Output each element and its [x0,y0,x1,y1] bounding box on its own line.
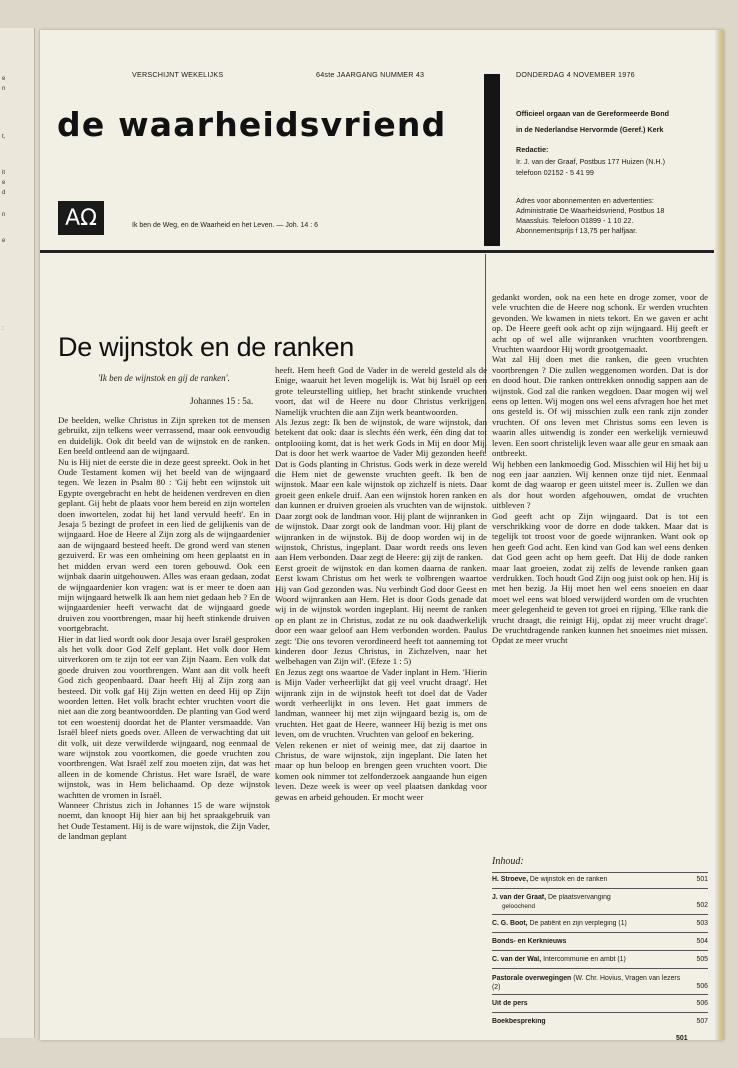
toc-entry[interactable] [492,938,708,945]
toc-page: 501 [696,876,708,883]
paragraph: Velen rekenen er niet of weinig mee, dat zij daartoe in Christus, de ware wijnstok, zijn ingeplant. Die laten het maar op hun beloop en brengen geen vruchten voort. Die komen ook nimmer tot zelfonderzoek aangaande hun eigen leven. Deze week is weer op veel plaatsen dankdag voor gewas en arbeid gehouden. Er mocht weer [275,739,487,802]
paragraph: Hier in dat lied wordt ook door Jesaja over Israël gesproken als het volk door God Zelf geplant. Het volk door Hem uitverkoren om te zijn tot eer van Zijn Naam. Een volk dat goede druiven zou voortbrengen. Want aan dit volk heeft God zich geopenbaard. Daar heeft Hij al Zijn zorg aan besteed. Dit volk gaf Hij Zijn wetten en deed Hij op Zijn woorden letten. Het volk bracht echter vruchten voort die niet aan die zorg beantwoordden. De planting van God werd tot een woestenij doordat het de Planter versmaadde. Van Israël bleef niets goeds over. Alleen de verwachting dat uit dit volk, uit deze verwilderde wijngaard, nog eenmaal de ware wijnstok zou voortkomen, die goede vruchten zou voortbrengen. Wat Israël zelf zou moeten zijn, dat was het alleen in de komende Christus. Het ware Israël, de ware wijnstok, was in Hem belichaamd. Op deze wijnstok wachtten de vromen in Israël. [58,633,270,800]
toc-author: J. van der Graaf, [492,894,547,901]
motto: Ik ben de Weg, en de Waarheid en het Leven. — Joh. 14 : 6 [132,222,319,229]
toc-title: De wijnstok en de ranken [529,876,608,883]
toc-entry[interactable] [492,1018,708,1025]
redactie-address: Ir. J. van der Graaf, Postbus 177 Huizen (N.H.) [516,157,666,166]
publisher-line: Officieel orgaan van de Gereformeerde Bond [516,109,669,118]
paragraph: En Jezus zegt ons waartoe de Vader inplant in Hem. 'Hierin is Mijn Vader verheerlijkt dat gij veel vrucht draagt'. Het wijnrank zijn in de wijnstok heeft tot doel dat de Vader wordt verheerlijkt in ons leven. Het gaat immers de landman, wanneer hij met zijn wijngaard bezig is, om de vruchten. Het gaat de Heere, wanneer Hij bezig is met ons leven, om de vruchten. Vruchten van geloof en bekering. [275,666,487,740]
fragment: e [2,180,6,186]
fragment: : [2,326,4,332]
masthead-title: de waarheidsvriend [57,105,447,144]
paragraph: Wij hebben een lankmoedig God. Misschien wil Hij het bij u nog een jaar aanzien. Wij kennen onze tijd niet. Eenmaal komt de dag waarop er geen uitstel meer is. Zullen we dan als dor hout worden afgehouwen, omdat de vruchten uitbleven ? [492,458,708,511]
redactie-label: Redactie: [516,145,549,154]
fragment: t, [2,134,6,140]
fragment: d [2,190,6,196]
toc-entry[interactable] [492,956,708,963]
article-column-2 [275,365,487,802]
toc-author: Pastorale overwegingen [492,975,572,982]
toc-entry[interactable] [492,1000,708,1007]
toc-entry[interactable] [492,974,708,992]
admin-line: Adres voor abonnementen en advertenties: [516,196,654,205]
toc-entry[interactable] [492,920,708,927]
toc-divider [492,872,708,873]
toc-divider [492,968,708,969]
fragment: e [2,76,6,82]
toc-divider [492,932,708,933]
toc-author: H. Stroeve, [492,876,528,883]
paragraph: Eerst groeit de wijnstok en dan komen daarna de ranken. Eerst kwam Christus om het werk te volbrengen waartoe Hij van God gezonden was. Nu verbindt God door Geest en Woord wijnranken aan Hem. Het is door Gods genade dat wij in de wijnstok worden ingeplant. Hij neemt de ranken op en plant ze in Christus, zodat ze nu ook daadwerkelijk door een waar geloof aan Hem verbonden worden. Paulus zegt: 'Die ons tevoren verordineerd heeft tot aanneming tot kinderen door Jezus Christus, in Zichzelven, naar het welbehagen van Zijn wil'. (Efeze 1 : 5) [275,562,487,667]
header-divider [40,250,714,253]
page-number: 501 [676,1035,688,1042]
toc-page: 504 [696,938,708,945]
toc-divider [492,914,708,915]
toc-entry[interactable] [492,876,708,883]
publisher-line: in de Nederlandse Hervormde (Geref.) Kerk [516,125,664,134]
epigraph: 'Ik ben de wijnstok en gij de ranken'. [98,373,230,383]
toc-divider [492,950,708,951]
toc-page: 507 [696,1018,708,1025]
toc-author: Bonds- en Kerknieuws [492,938,567,945]
article-title: De wijnstok en de ranken [58,332,354,362]
admin-line: Administratie De Waarheidsvriend, Postbus 18 [516,206,665,215]
paragraph: Wanneer Christus zich in Johannes 15 de ware wijnstok noemt, dan knoopt Hij hier aan bij het spraakgebruik van het Oude Testament. Hij is de ware wijnstok, die Zijn Vader, de landman geplant [58,800,270,842]
page-edge [714,30,724,1040]
toc-author: Uit de pers [492,1000,528,1007]
toc-author: C. van der Wal, [492,956,542,963]
toc-divider [492,994,708,995]
admin-line: Abonnementsprijs f 13,75 per halfjaar. [516,226,638,235]
issue-date: DONDERDAG 4 NOVEMBER 1976 [516,70,635,79]
toc-page: 506 [696,1000,708,1007]
paragraph: Nu is Hij niet de eerste die in deze geest spreekt. Ook in het Oude Testament komen wij het beeld van de wijngaard tegen. We lezen in Psalm 80 : 'Gij hebt een wijnstok uit Egypte overgebracht en hebt de heidenen verdreven en dien geplant. Gij hebt de plaats voor hem bereid en zijn wortelen doen inwortelen, zodat hij het land vervuld heeft'. En in Jesaja 5 bezingt de profeet in een lied de gelijkenis van de wijngaard. Hoe de Heere al Zijn zorg als de wijngaardenier aan de wijngaard besteed heeft. De grond werd van stenen gezuiverd. Er was een omheining om heen geplaatst en in het midden ervan werd een toren gebouwd. Ook een wijnbak daarin uitgehouwen. Alles was eraan gedaan, zodat de wijngaardenier kon vragen: wat is er meer te doen aan mijn wijngaard hetwelk Ik aan hem niet gedaan heb ? En de wijngaardenier heeft verwacht dat de wijngaard goede druiven zou voortbrengen, maar hij heeft stinkende druiven voortgebracht. [58,456,270,634]
contents-heading: Inhoud: [492,856,524,867]
article-column-1 [58,415,270,842]
article-column-3 [492,292,708,646]
volume-number: 64ste JAARGANG NUMMER 43 [316,70,425,79]
paragraph: gedankt worden, ook na een hete en droge zomer, voor de vele vruchten die de Heere nog schonk. Er werden vruchten gevonden. We kwamen in niets tekort. En we gaven er acht op. De Heere geeft ook acht op zijn wijngaard. Hij geeft er acht op of wel alle wijnranken vruchten voortbrengen. Vruchten waardoor Hij wordt grootgemaakt. [492,292,708,355]
newspaper-page [40,30,724,1040]
fragment: n [2,212,6,218]
fragment: it [2,170,5,176]
previous-page-edge [0,28,35,1038]
toc-title: (W. Chr. Hovius, Vragen van lezers (2) [492,975,681,991]
toc-author: Boekbespreking [492,1018,546,1025]
toc-page: 505 [696,956,708,963]
fragment: n [2,86,6,92]
paragraph: heeft. Hem heeft God de Vader in de wereld gesteld als de Enige, waaruit het leven mogelijk is. Wat bij Israël op een grote teleurstelling uitliep, het bracht stinkende vruchten voort, dat wil de Heere nu door Christus verkrijgen. Namelijk vruchten die aan Zijn werk beantwoorden. [275,365,487,417]
redactie-phone: telefoon 02152 - 5 41 99 [516,168,594,177]
toc-divider [492,888,708,889]
epigraph-reference: Johannes 15 : 5a. [190,396,254,406]
toc-author: C. G. Boot, [492,920,528,927]
toc-title: Intercommunie en ambt (1) [543,956,626,963]
toc-title-continued: geloochend [502,903,536,910]
toc-divider [492,1012,708,1013]
masthead-bar [484,74,500,246]
toc-title: De patiënt en zijn verpleging (1) [529,920,627,927]
admin-line: Maassluis. Telefoon 01899 - 1 10 22. [516,216,634,225]
paragraph: De beelden, welke Christus in Zijn spreken tot de mensen gebruikt, zijn telkens weer verrassend, maar ook eenvoudig en duidelijk. Ook dit beeld van de wijnstok en de ranken. Een beeld ontleend aan de wijngaard. [58,415,270,457]
paragraph: God geeft acht op Zijn wijngaard. Dat is tot een verschrikking voor de dorre en dode takken. Maar dat is tegelijk tot troost voor de goede wijnranken. Want ook op hen geeft God acht. Een kind van God kan wel eens denken dat God geen acht op hem geeft. Dat Hij de dode ranken maar laat groeien, zodat zij zelfs de levende ranken gaan verdrukken. Toch houdt God Zijn oog juist ook op hen. Hij is met hen bezig. Ja Hij moet hen wel eens snoeien en daar moet wel eens wat bloed verwijderd worden om de vruchten meer gelegenheid te geven tot groei en rijping. 'Elke rank die vrucht draagt, die reinigt Hij, opdat zij meer vrucht drage'. De vruchtdragende ranken kunnen het snoeimes niet missen. Opdat ze meer vrucht [492,510,708,646]
paragraph: Als Jezus zegt: Ik ben de wijnstok, de ware wijnstok, dan betekent dat ook: daar is slechts één werk, één ding dat tot ontplooiing komt, dat is het werk Gods in Mij en door Mij. Dat is door het werk waartoe de Vader Mij gezonden heeft. Dat is Gods planting in Christus. Gods werk in deze wereld die Hem niet de gewenste vruchten geeft. Ik ben de wijnstok. Maar een kale wijnstok op zichzelf is niets. Daar groeit geen enkele druif. Aan een wijnstok horen ranken en dan kunnen er druiven groeien als vruchten van de wijnstok. Daar zorgt ook de landman voor. Hij plant de wijnranken in de wijnstok. Daar zorgt ook de landman voor. Hij plant de wijnranken in de wijnstok. Bij de doop worden wij in de wijnstok, Christus, ingeplant. Daar wordt reeds ons leven aan Hem verbonden. Daar zegt de Heere: gij zijt de ranken. [275,417,487,563]
toc-page: 502 [696,902,708,909]
alpha-omega-logo: ΑΩ [58,201,104,235]
fragment: e [2,238,6,244]
frequency: VERSCHIJNT WEKELIJKS [132,70,224,79]
toc-page: 506 [696,983,708,990]
paragraph: Wat zal Hij doen met die ranken, die geen vruchten voortbrengen ? Die zullen weggenomen worden. Dat is dor en dood hout. Die ranken onttrekken onnodig sappen aan de wijnstok. God zal die ranken wegdoen. Daar mogen wij wel eens op letten. Wij mogen ons wel eens afvragen hoe het met ons gesteld is. Of wij misschien zulk een rank zijn zonder vruchten. Of ons leven met Christus soms een leven is waarin alles uitwendig is zonder een werkelijk vernieuwd leven. Een soort christelijk leven waar alle geur en smaak aan ontbreekt. [492,354,708,459]
toc-title: De plaatsvervanging [547,894,611,901]
toc-page: 503 [696,920,708,927]
